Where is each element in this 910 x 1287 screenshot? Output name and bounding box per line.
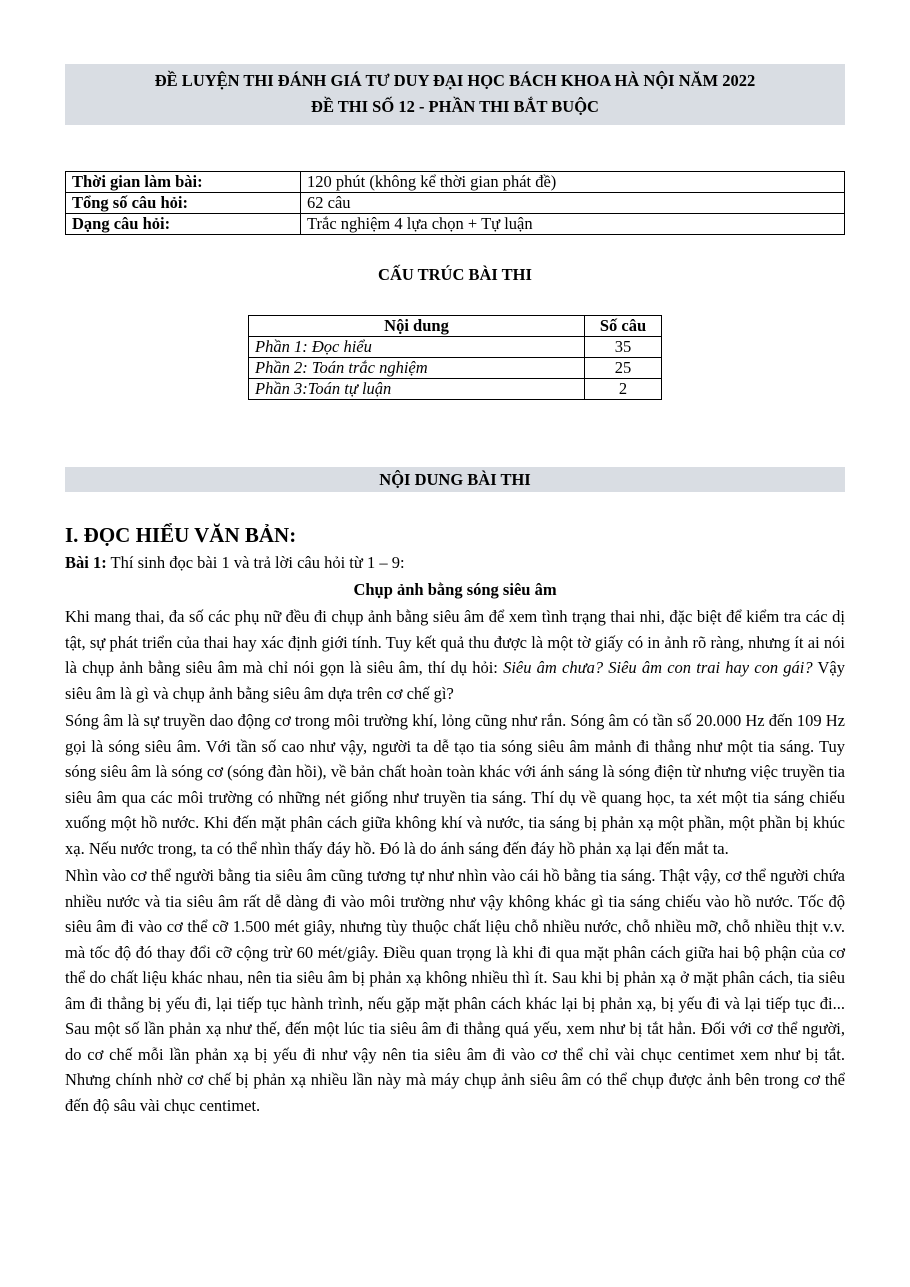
info-value: Trắc nghiệm 4 lựa chọn + Tự luận [301,214,845,235]
document-page [65,64,845,1118]
article-paragraph-3: Nhìn vào cơ thể người bằng tia siêu âm cũng tương tự như nhìn vào cái hồ bằng tia sáng. Thật vậy, cơ thể người chứa nhiều nước và tia siêu âm rất dễ dàng đi vào môi trường như vậy không khác gì tia sáng chiếu vào hồ nước. Tốc độ siêu âm đi vào cơ thể cỡ 1.500 mét giây, nhưng tùy thuộc chất liệu chỗ nhiều nước, chỗ nhiều mỡ, chỗ nhiều thịt v.v. mà tốc độ đó thay đổi cỡ cộng trừ 60 mét/giây. Điều quan trọng là khi đi qua mặt phân cách giữa hai bộ phận của cơ thể do chất liệu khác nhau, nên tia siêu âm bị phản xạ không nhiều thì ít. Sau khi bị phản xạ ở mặt phân cách, tia siêu âm đi thẳng bị yếu đi, lại tiếp tục hành trình, nếu gặp mặt phân cách khác lại bị phản xạ, bị yếu đi và lại tiếp tục đi... Sau một số lần phản xạ như thế, đến một lúc tia siêu âm đi thẳng quá yếu, xem như bị tắt hẳn. Đối với cơ thể người, do cơ chế mỗi lần phản xạ bị yếu đi như vậy nên tia siêu âm đi vào cơ thể chỉ vài chục centimet xem như bị tắt. Nhưng chính nhờ cơ chế bị phản xạ nhiều lần này mà máy chụp ảnh siêu âm có thể chụp được ảnh bên trong cơ thể đến độ sâu vài chục centimet. [65,866,845,1115]
part-name: Phần 3:Toán tự luận [249,379,585,400]
structure-title: CẤU TRÚC BÀI THI [378,265,532,284]
content-band: NỘI DUNG BÀI THI [65,467,845,492]
part-count: 2 [585,379,662,400]
info-key: Tổng số câu hỏi: [66,193,301,214]
column-header-content: Nội dung [249,316,585,337]
section-heading: I. ĐỌC HIỂU VĂN BẢN: [65,523,297,547]
exercise-label: Bài 1: [65,553,107,572]
article-paragraph-1 [65,604,845,706]
table-row [249,337,662,358]
table-row [249,379,662,400]
part-name: Phần 2: Toán trắc nghiệm [249,358,585,379]
exercise-lead [65,551,845,575]
table-row [66,172,845,193]
column-header-count: Số câu [585,316,662,337]
info-value: 62 câu [301,193,845,214]
info-value: 120 phút (không kể thời gian phát đề) [301,172,845,193]
exam-info-table [65,171,845,235]
table-header-row [249,316,662,337]
part-name: Phần 1: Đọc hiểu [249,337,585,358]
part-count: 25 [585,358,662,379]
paragraph-text: Vậy siêu âm là gì và chụp ảnh bằng siêu âm dựa trên cơ chế gì? [65,658,845,703]
table-row [66,193,845,214]
exam-title: ĐỀ LUYỆN THI ĐÁNH GIÁ TƯ DUY ĐẠI HỌC BÁCH KHOA HÀ NỘI NĂM 2022 [154,71,756,90]
article-paragraph-2: Sóng âm là sự truyền dao động cơ trong môi trường khí, lỏng cũng như rắn. Sóng âm có tần số 20.000 Hz đến 109 Hz gọi là sóng siêu âm. Với tần số cao như vậy, người ta dễ tạo tia sóng siêu âm mảnh đi thẳng như một tia sáng. Tuy sóng siêu âm là sóng cơ (sóng đàn hồi), về bản chất hoàn toàn khác với ánh sáng là sóng điện từ nhưng việc truyền tia siêu âm qua các môi trường có những nét giống như truyền tia sáng. Thí dụ về quang học, ta xét một tia sáng chiếu xuống một hồ nước. Khi đến mặt phân cách giữa không khí và nước, tia sáng bị phản xạ một phần, một phần bị khúc xạ. Nếu nước trong, ta có thể nhìn thấy đáy hồ. Đó là do ánh sáng đến đáy hồ phản xạ lại đến mắt ta. [65,711,845,858]
exam-subtitle: ĐỀ THI SỐ 12 - PHẦN THI BẮT BUỘC [311,97,599,116]
info-key: Dạng câu hỏi: [66,214,301,235]
part-count: 35 [585,337,662,358]
structure-table [248,315,662,400]
paragraph-text: Khi mang thai, đa số các phụ nữ đều đi chụp ảnh bằng siêu âm để xem tình trạng thai nhi, đặc biệt để kiểm tra các dị tật, sự phát triển của thai hay xác định giới tính. Tuy kết quả thu được là một tờ giấy có in ảnh rõ ràng, nhưng ít ai nói là chụp ảnh bằng siêu âm mà chỉ nói gọn là siêu âm, thí dụ hỏi: [65,607,845,677]
paragraph-italic-text: Siêu âm chưa? Siêu âm con trai hay con gái? [503,658,813,677]
exercise-instruction: Thí sinh đọc bài 1 và trả lời câu hỏi từ 1 – 9: [106,553,405,572]
table-row [249,358,662,379]
article-title: Chụp ảnh bằng sóng siêu âm [353,580,557,599]
info-key: Thời gian làm bài: [66,172,301,193]
exam-header-band [65,64,845,125]
table-row [66,214,845,235]
